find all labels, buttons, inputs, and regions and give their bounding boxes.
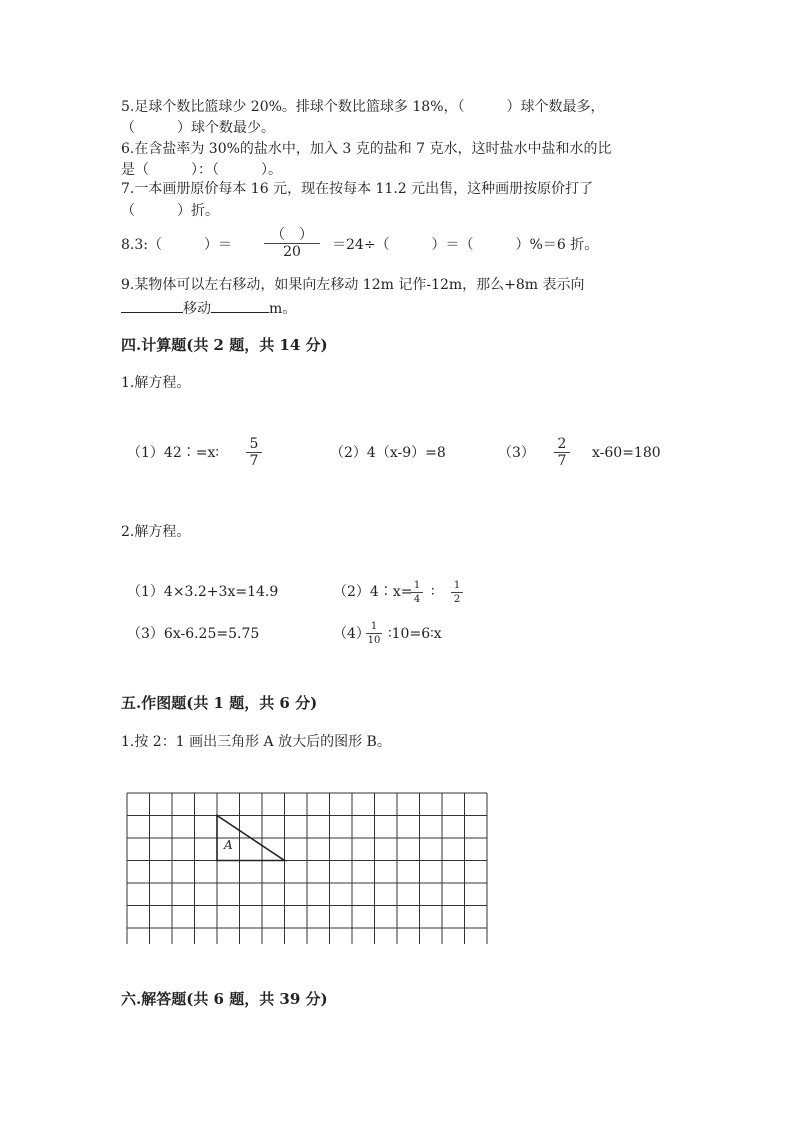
sec4-p1-eq2: （2）4（x-9）=8 xyxy=(330,445,446,461)
fraction-numerator: 2 xyxy=(557,436,567,452)
sec4-p1-eq3-fraction xyxy=(554,437,570,468)
q8-prefix: 8.3:（ ）＝ xyxy=(121,237,232,253)
fraction-numerator: 5 xyxy=(249,436,259,452)
fraction-denominator: 2 xyxy=(453,594,461,605)
sec4-p1-title: 1.解方程。 xyxy=(121,375,191,391)
fraction-bar xyxy=(366,633,382,634)
drawing-grid[interactable] xyxy=(126,792,490,944)
q9-blank-distance[interactable] xyxy=(211,298,269,313)
sec4-p1-eq1-text: （1）42∶=x∶ xyxy=(127,445,219,461)
q9-blank-direction[interactable] xyxy=(121,298,183,313)
fraction-numerator: 1 xyxy=(413,580,421,591)
fraction-numerator: 1 xyxy=(453,580,461,591)
sec4-p1-eq3-text: x-60=180 xyxy=(592,445,661,461)
sec4-p1-eq3-label: （3） xyxy=(498,445,535,461)
q7-line1: 7.一本画册原价每本 16 元，现在按每本 11.2 元出售，这种画册按原价打了 xyxy=(121,181,594,197)
sec4-p2-eq2-colon: ∶ xyxy=(431,584,435,600)
q7-line2: （ ）折。 xyxy=(121,203,219,219)
q8-fraction xyxy=(264,228,320,259)
sec4-p2-eq2-fraction1 xyxy=(411,580,423,605)
section-4-title: 四.计算题(共 2 题，共 14 分) xyxy=(121,336,328,354)
q8-fraction-numerator: （ ） xyxy=(271,227,313,243)
sec4-p2-eq3: （3）6x-6.25=5.75 xyxy=(127,626,260,642)
sec4-p2-title: 2.解方程。 xyxy=(121,524,191,540)
section-6-title: 六.解答题(共 6 题，共 39 分) xyxy=(121,990,328,1008)
fraction-bar xyxy=(411,592,423,593)
section-5-title: 五.作图题(共 1 题，共 6 分) xyxy=(121,694,318,712)
q8-suffix: ＝24÷（ ）＝（ ）%＝6 折。 xyxy=(332,237,599,253)
sec4-p2-eq2-text: （2）4∶x= xyxy=(333,584,413,600)
fraction-denominator: 7 xyxy=(249,453,259,469)
sec4-p2-eq4-text: ∶10=6∶x xyxy=(388,626,442,642)
q9-line1: 9.某物体可以左右移动，如果向左移动 12m 记作-12m，那么+8m 表示向 xyxy=(121,277,585,293)
fraction-bar xyxy=(451,592,463,593)
triangle-a-label: A xyxy=(224,838,233,852)
q9-move-word: 移动 xyxy=(183,301,211,317)
q9-unit: m。 xyxy=(269,301,297,317)
sec4-p2-eq4-label: （4） xyxy=(333,626,370,642)
q9-line2 xyxy=(121,298,296,318)
fraction-denominator: 4 xyxy=(413,594,421,605)
sec4-p2-eq1: （1）4×3.2+3x=14.9 xyxy=(127,584,279,600)
sec4-p2-eq4-fraction xyxy=(366,621,382,646)
sec4-p2-eq2-fraction2 xyxy=(451,580,463,605)
q6-line1: 6.在含盐率为 30%的盐水中，加入 3 克的盐和 7 克水，这时盐水中盐和水的比 xyxy=(121,141,612,157)
fraction-denominator: 10 xyxy=(367,635,381,646)
q5-line1: 5.足球个数比篮球少 20%。排球个数比篮球多 18%，（ ）球个数最多， xyxy=(121,99,605,115)
q5-line2: （ ）球个数最少。 xyxy=(121,120,275,136)
sec4-p1-eq1-fraction xyxy=(246,437,262,468)
q6-line2: 是（ ）：（ ）。 xyxy=(121,162,282,178)
sec5-p1: 1.按 2：1 画出三角形 A 放大后的图形 B。 xyxy=(121,734,391,750)
fraction-denominator: 7 xyxy=(557,453,567,469)
q8-fraction-denominator: 20 xyxy=(283,244,301,260)
fraction-numerator: 1 xyxy=(370,621,378,632)
